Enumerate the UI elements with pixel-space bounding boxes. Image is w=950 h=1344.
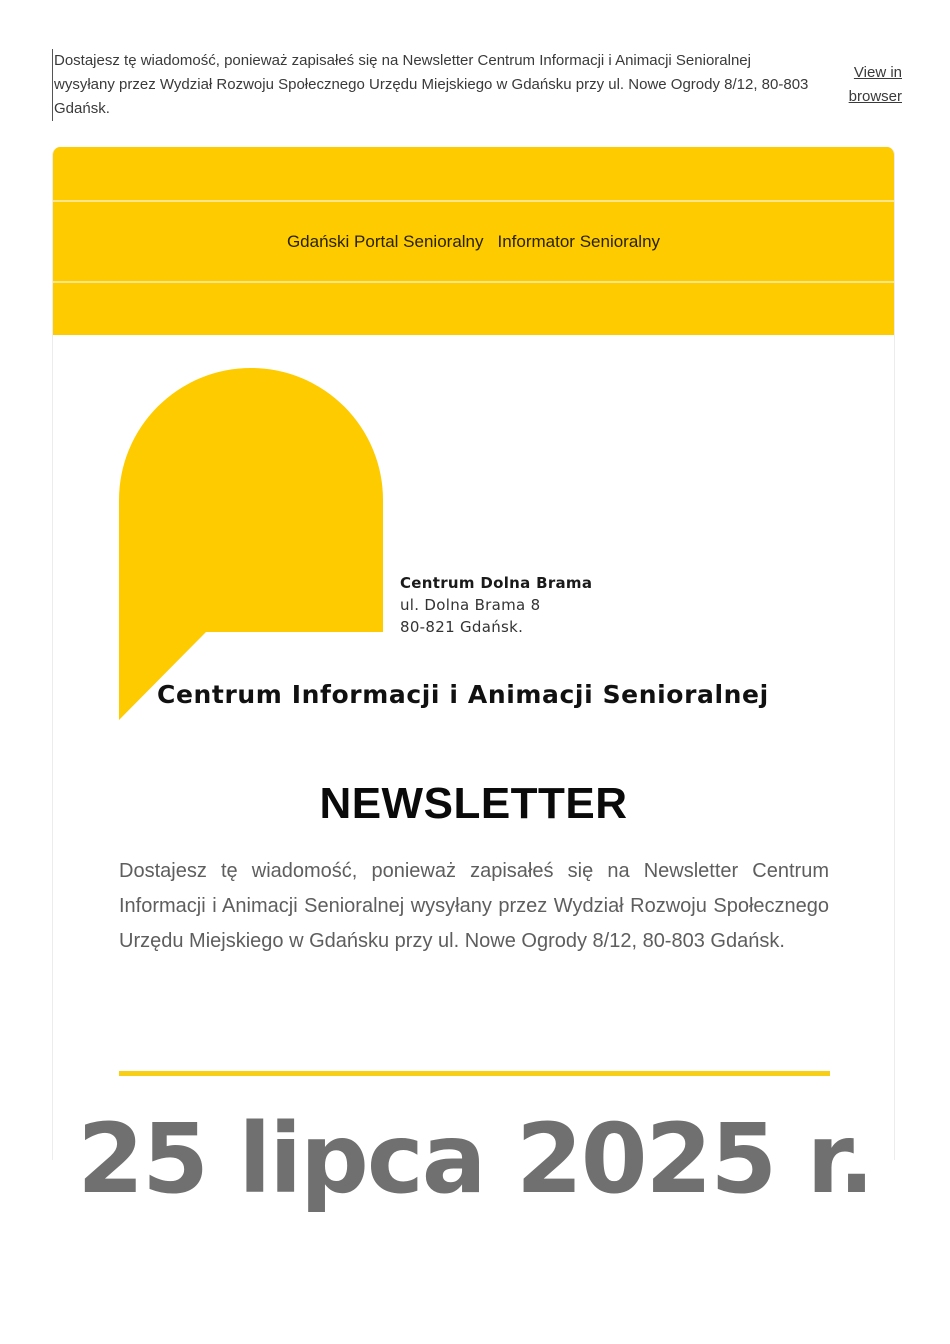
speech-bubble-logo-icon: [119, 368, 389, 728]
newsletter-card: [52, 147, 895, 1160]
nav-link-informator-senioralny[interactable]: Informator Senioralny: [497, 231, 661, 251]
logo-address: [400, 572, 592, 638]
view-in-browser-link[interactable]: View in browser: [848, 64, 902, 105]
header-band-bottom: [53, 283, 894, 335]
header-band-top: [53, 147, 894, 200]
preheader-text: Dostajesz tę wiadomość, ponieważ zapisałeś się na Newsletter Centrum Informacji i Animacji Senioralnej wysyłany przez Wydział Rozwoju Społecznego Urzędu Miejskiego w Gdańsku przy ul. Nowe Ogrody 8/12, 80-803 Gdańsk.: [52, 49, 812, 121]
logo-title: Centrum Informacji i Animacji Senioralnej: [157, 680, 769, 709]
ciias-logo: [119, 368, 839, 728]
address-city: 80-821 Gdańsk.: [400, 618, 524, 636]
nav-link-gdanski-portal-senioralny[interactable]: Gdański Portal Senioralny: [286, 231, 484, 251]
header-nav: [53, 202, 894, 281]
newsletter-date: 25 lipca 2025 r.: [77, 1103, 873, 1215]
newsletter-intro: Dostajesz tę wiadomość, ponieważ zapisałeś się na Newsletter Centrum Informacji i Animacji Senioralnej wysyłany przez Wydział Rozwoju Społecznego Urzędu Miejskiego w Gdańsku przy ul. Nowe Ogrody 8/12, 80-803 Gdańsk.: [119, 860, 829, 952]
newsletter-title: NEWSLETTER: [319, 779, 628, 828]
address-street: ul. Dolna Brama 8: [400, 596, 541, 614]
address-name: Centrum Dolna Brama: [400, 574, 593, 592]
yellow-divider: [119, 1071, 830, 1076]
